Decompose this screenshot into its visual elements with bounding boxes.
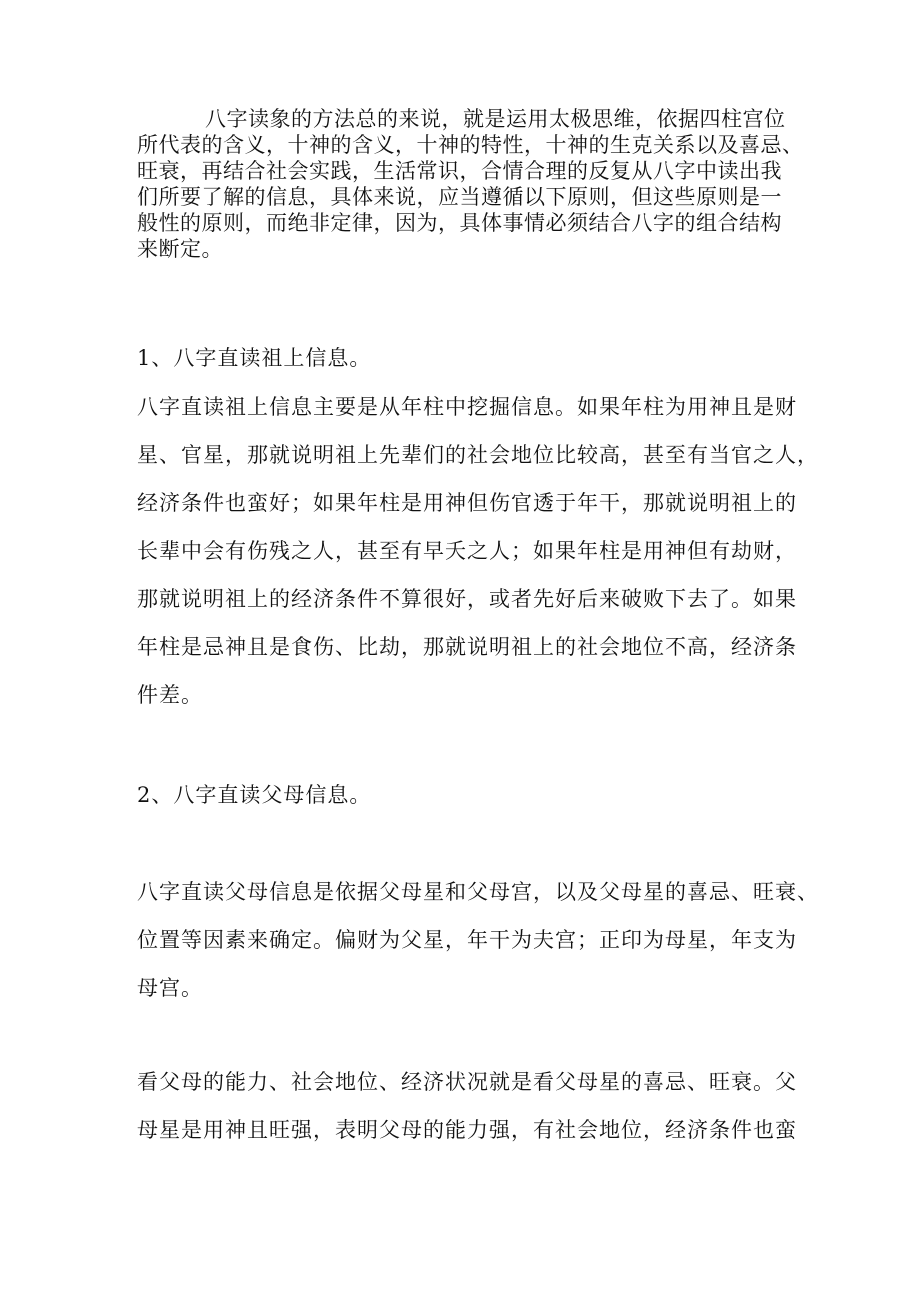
section2-heading: 2、八字直读父母信息。 — [137, 783, 372, 807]
section2-para2-line: 看父母的能力、社会地位、经济状况就是看父母星的喜忌、旺衰。父 — [137, 1070, 797, 1094]
section1-paragraph — [137, 383, 817, 719]
section2-para1-line: 位置等因素来确定。偏财为父星，年干为夫宫；正印为母星，年支为 — [137, 928, 797, 952]
section2-paragraph-2 — [137, 1058, 817, 1154]
intro-line: 般性的原则，而绝非定律，因为，具体事情必须结合八字的组合结构 — [137, 211, 782, 235]
intro-line: 旺衰，再结合社会实践，生活常识，合情合理的反复从八字中读出我 — [137, 159, 782, 183]
section2-para1-line: 八字直读父母信息是依据父母星和父母宫，以及父母星的喜忌、旺衰、 — [137, 880, 819, 904]
section1-heading: 1、八字直读祖上信息。 — [137, 346, 372, 370]
section1-line: 经济条件也蛮好；如果年柱是用神但伤官透于年干，那就说明祖上的 — [137, 491, 797, 515]
section2-paragraph-1 — [137, 868, 817, 1012]
section1-line: 年柱是忌神且是食伤、比劫，那就说明祖上的社会地位不高，经济条 — [137, 635, 797, 659]
intro-line: 来断定。 — [137, 237, 223, 261]
section1-line: 那就说明祖上的经济条件不算很好，或者先好后来破败下去了。如果 — [137, 587, 797, 611]
section1-line: 星、官星，那就说明祖上先辈们的社会地位比较高，甚至有当官之人， — [137, 443, 819, 467]
intro-paragraph — [137, 106, 817, 262]
section2-para2-line: 母星是用神且旺强，表明父母的能力强，有社会地位，经济条件也蛮 — [137, 1118, 797, 1142]
section1-line: 长辈中会有伤残之人，甚至有早夭之人；如果年柱是用神但有劫财， — [137, 539, 797, 563]
intro-line: 所代表的含义，十神的含义，十神的特性，十神的生克关系以及喜忌、 — [137, 133, 804, 157]
section1-line: 件差。 — [137, 683, 203, 707]
section2-para1-line: 母宫。 — [137, 976, 203, 1000]
section1-line: 八字直读祖上信息主要是从年柱中挖掘信息。如果年柱为用神且是财 — [137, 395, 797, 419]
intro-line: 们所要了解的信息，具体来说，应当遵循以下原则，但这些原则是一 — [137, 185, 782, 209]
intro-line: 八字读象的方法总的来说，就是运用太极思维，依据四柱宫位 — [205, 107, 786, 131]
